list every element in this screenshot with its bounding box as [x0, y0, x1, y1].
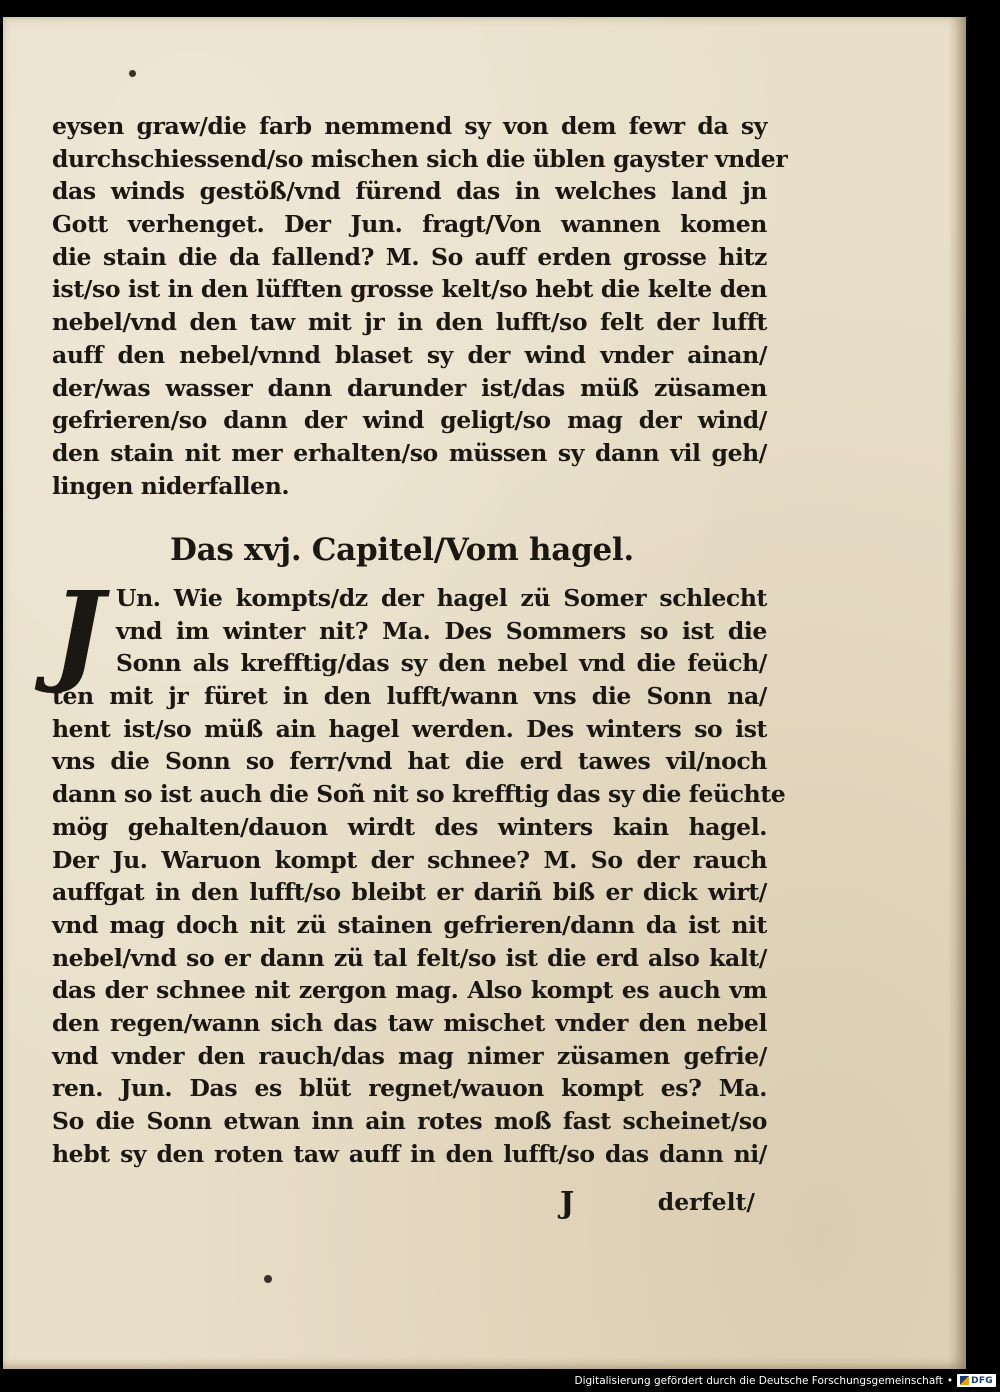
text-line: der/was wasser dann darunder ist/das müß züsamen: [52, 373, 767, 402]
text-line: dann so ist auch die Soñ nit so krefftig das sy die feüchte: [52, 780, 786, 809]
text-line: hent ist/so müß ain hagel werden. Des winters so ist: [52, 714, 767, 743]
body-text-chapter: [52, 567, 786, 1170]
text-line: eysen graw/die farb nemmend sy von dem fewr da sy: [52, 112, 767, 140]
text-line: den stain nit mer erhalten/so müssen sy dann vil geh/: [52, 438, 767, 467]
text-line: Sonn als krefftig/das sy den nebel vnd die feüch/: [116, 649, 767, 678]
page-edge-shadow: [948, 17, 966, 1369]
body-text-top: [52, 110, 788, 502]
text-line: mög gehalten/dauon wirdt des winters kain hagel.: [52, 812, 767, 841]
text-line: die stain die da fallend? M. So auff erden grosse hitz: [52, 242, 767, 271]
ink-speck-bottom: [264, 1275, 272, 1283]
dfg-logo-text: DFG: [971, 1375, 993, 1386]
decorated-initial: J: [52, 567, 105, 696]
text-line: Gott verhenget. Der Jun. fragt/Von wannen komen: [52, 210, 767, 239]
text-line: lingen niderfallen.: [52, 471, 290, 500]
text-line: durchschiessend/so mischen sich die üblen gayster vnder: [52, 144, 788, 173]
text-line: das der schnee nit zergon mag. Also kompt es auch vm: [52, 976, 767, 1005]
ink-speck-top: [129, 70, 136, 77]
text-line: vnd vnder den rauch/das mag nimer züsamen gefrie/: [52, 1041, 767, 1070]
text-line: vnd mag doch nit zü stainen gefrieren/dann da ist nit: [52, 910, 767, 939]
text-line: ren. Jun. Das es blüt regnet/wauon kompt es? Ma.: [52, 1074, 767, 1103]
text-line: Der Ju. Waruon kompt der schnee? M. So der rauch: [52, 845, 767, 874]
text-line: nebel/vnd so er dann zü tal felt/so ist die erd also kalt/: [52, 943, 767, 972]
dfg-logo[interactable]: [957, 1374, 996, 1387]
footer-credit-text: Digitalisierung gefördert durch die Deutsche Forschungsgemeinschaft: [574, 1374, 943, 1387]
dfg-mark-icon: [960, 1376, 969, 1385]
digitization-footer: [575, 1372, 997, 1389]
catchword: derfelt/: [657, 1188, 755, 1216]
text-line: nebel/vnd den taw mit jr in den lufft/so felt der lufft: [52, 308, 767, 337]
text-line: vns die Sonn so ferr/vnd hat die erd tawes vil/noch: [52, 747, 767, 776]
signature-mark: J: [560, 1186, 575, 1221]
footer-separator: •: [946, 1374, 954, 1387]
text-line: Un. Wie kompts/dz der hagel zü Somer schlecht: [116, 584, 767, 612]
text-line: den regen/wann sich das taw mischet vnder den nebel: [52, 1008, 767, 1037]
text-line: ten mit jr füret in den lufft/wann vns die Sonn na/: [52, 682, 767, 711]
text-line: gefrieren/so dann der wind geligt/so mag der wind/: [52, 406, 767, 435]
text-line: ist/so ist in den lüfften grosse kelt/so hebt die kelte den: [52, 275, 767, 304]
text-line: das winds gestöß/vnd fürend das in welches land jn: [52, 177, 767, 206]
text-line: auffgat in den lufft/so bleibt er dariñ biß er dick wirt/: [52, 878, 767, 907]
text-line: auff den nebel/vnnd blaset sy der wind vnder ainan/: [52, 340, 767, 369]
text-line: vnd im winter nit? Ma. Des Sommers so ist die: [116, 616, 767, 645]
text-line: hebt sy den roten taw auff in den lufft/so das dann ni/: [52, 1139, 767, 1168]
page-foot: [52, 1186, 767, 1222]
text-line: So die Sonn etwan inn ain rotes moß fast scheinet/so: [52, 1107, 767, 1135]
chapter-heading: Das xvj. Capitel/Vom hagel.: [170, 532, 634, 568]
